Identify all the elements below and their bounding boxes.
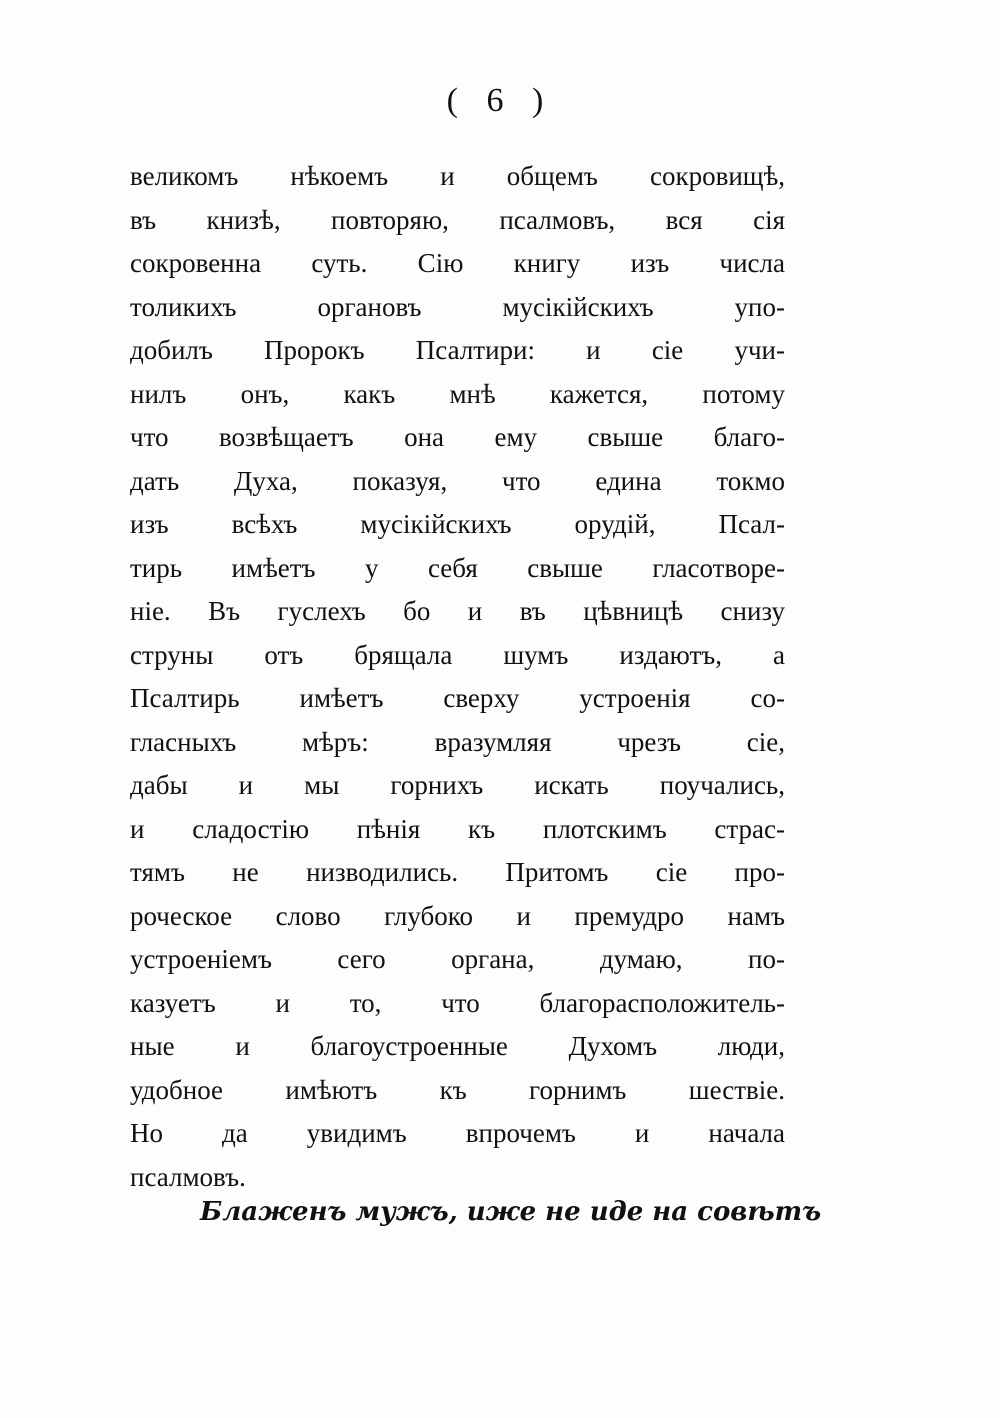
text-line: роческое слово глубоко и премудро намъ [130, 900, 785, 931]
text-line: удобное имѣютъ къ горнимъ шествіе. [130, 1074, 785, 1105]
text-line: тямъ не низводились. Притомъ сіе про- [130, 857, 785, 887]
text-line: тирь имѣетъ у себя свыше гласотворе- [130, 552, 785, 583]
text-line: псалмовъ. [130, 1161, 246, 1192]
text-line: Псалтирь имѣетъ сверху устроенія со- [130, 683, 785, 713]
text-line: нилъ онъ, какъ мнѣ кажется, потому [130, 378, 785, 409]
text-line: въ книзѣ, повторяю, псалмовъ, вся сія [130, 204, 785, 235]
text-line: что возвѣщаетъ она ему свыше благо- [130, 422, 785, 452]
psalm-verse-heading: Блаженъ мужъ, иже не иде на совѣтъ [200, 1197, 822, 1227]
text-line: ніе. Въ гуслехъ бо и въ цѣвницѣ снизу [130, 596, 785, 626]
text-line: и сладостію пѣнія къ плотскимъ страс- [130, 813, 785, 844]
text-line: устроеніемъ сего органа, думаю, по- [130, 944, 785, 974]
text-line: дать Духа, показуя, что едина токмо [130, 465, 785, 496]
page-number: ( 6 ) [446, 82, 554, 119]
text-line: ные и благоустроенные Духомъ люди, [130, 1031, 785, 1061]
text-line: дабы и мы горнихъ искать поучались, [130, 770, 785, 800]
text-line: Но да увидимъ впрочемъ и начала [130, 1118, 785, 1148]
text-line: толикихъ органовъ мусікійскихъ упо- [130, 291, 785, 322]
body-text [130, 155, 785, 1199]
text-line: изъ всѣхъ мусікійскихъ орудій, Псал- [130, 509, 785, 539]
text-line: струны отъ брящала шумъ издаютъ, а [130, 639, 785, 670]
text-line: казуетъ и то, что благорасположитель- [130, 987, 785, 1018]
text-line: великомъ нѣкоемъ и общемъ сокровищѣ, [130, 161, 785, 191]
text-line: гласныхъ мѣръ: вразумляя чрезъ сіе, [130, 726, 785, 757]
text-line: добилъ Пророкъ Псалтири: и сіе учи- [130, 335, 785, 365]
text-line: сокровенна суть. Сію книгу изъ числа [130, 248, 785, 278]
